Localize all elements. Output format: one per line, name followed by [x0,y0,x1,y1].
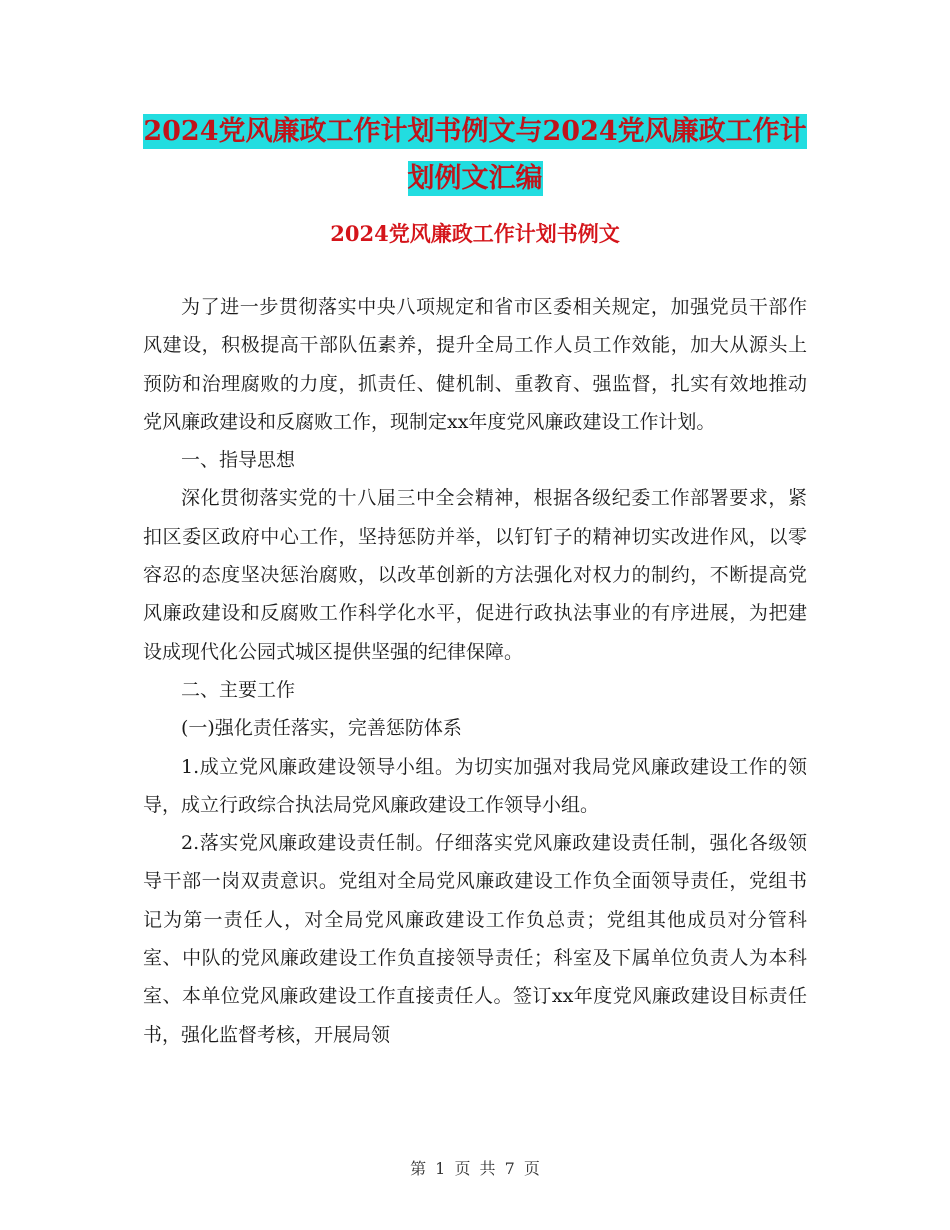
paragraph-item-2: 2.落实党风廉政建设责任制。仔细落实党风廉政建设责任制，强化各级领导干部一岗双责意识。党组对全局党风廉政建设工作负全面领导责任，党组书记为第一责任人，对全局党风廉政建设工作负总责；党组其他成员对分管科室、中队的党风廉政建设工作负直接领导责任；科室及下属单位负责人为本科室、本单位党风廉政建设工作直接责任人。签订xx年度党风廉政建设目标责任书，强化监督考核，开展局领 [143,832,807,1046]
document-title [0,108,950,202]
paragraph-intro: 为了进一步贯彻落实中央八项规定和省市区委相关规定，加强党员干部作风建设，积极提高干部队伍素养，提升全局工作人员工作效能，加大从源头上预防和治理腐败的力度，抓责任、健机制、重教育、强监督，扎实有效地推动党风廉政建设和反腐败工作，现制定xx年度党风廉政建设工作计划。 [143,296,807,433]
subheading-responsibility: (一)强化责任落实，完善惩防体系 [181,717,462,740]
heading-main-work: 二、主要工作 [181,678,296,701]
document-body [143,288,807,1054]
paragraph-item-1: 1.成立党风廉政建设领导小组。为切实加强对我局党风廉政建设工作的领导，成立行政综合执法局党风廉政建设工作领导小组。 [143,755,807,816]
section-heading: 2024党风廉政工作计划书例文 [330,221,620,246]
document-title-line-1: 2024党风廉政工作计划书例文与2024党风廉政工作计 [143,116,807,147]
page-number: 第 1 页 共 7 页 [410,1159,540,1178]
heading-guiding-ideology: 一、指导思想 [181,449,296,472]
paragraph-guiding-ideology: 深化贯彻落实党的十八届三中全会精神，根据各级纪委工作部署要求，紧扣区委区政府中心工作，坚持惩防并举，以钉钉子的精神切实改进作风，以零容忍的态度坚决惩治腐败，以改革创新的方法强化对权力的制约，不断提高党风廉政建设和反腐败工作科学化水平，促进行政执法事业的有序进展，为把建设成现代化公园式城区提供坚强的纪律保障。 [143,487,807,663]
document-title-line-2: 划例文汇编 [407,163,543,194]
